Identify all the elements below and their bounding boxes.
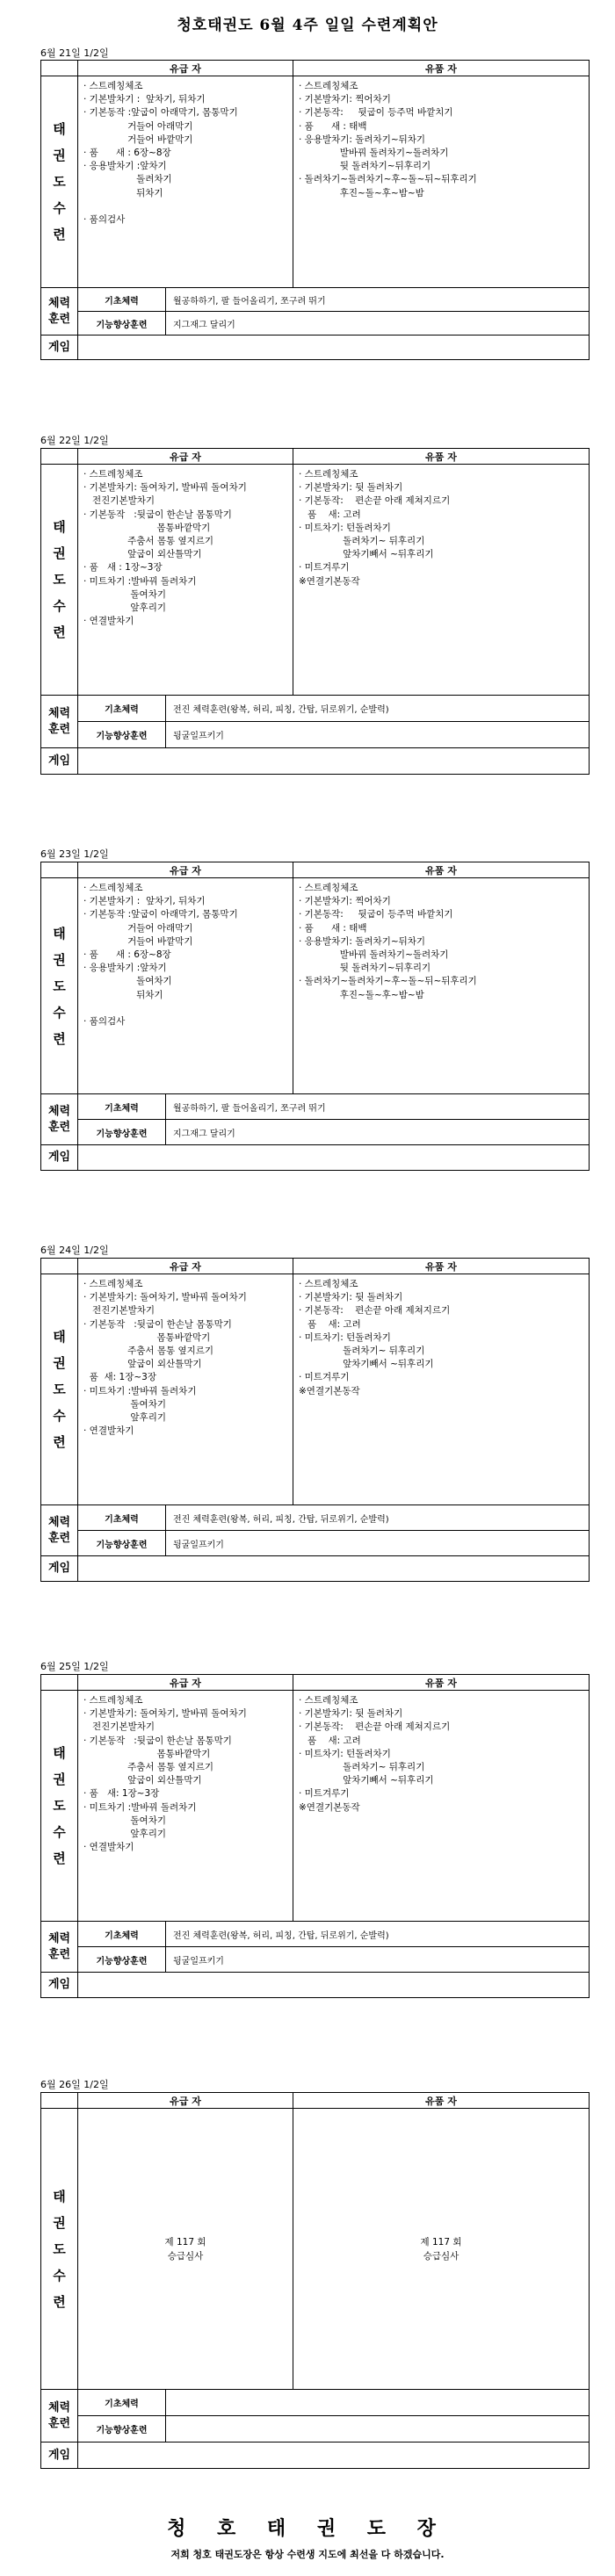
- fitness-plan: 전진 체력훈련(왕복, 허리, 피칭, 간탑, 뒤로위기, 순발력): [166, 696, 590, 722]
- skill-training-label: 기능향상훈련: [78, 1947, 166, 1973]
- class-a-plan: 제 117 회 승급심사: [78, 2109, 293, 2390]
- class-b-plan: · 스트레칭체조 · 기본발차기: 뒷 돌려차기 · 기본동작: 편손끝 아래 제쳐지르기 품 새: 고려 · 미트차기: 턴돌려차기 돌려차기~ 뒤후리기 앞차기빼서 ~뒤후리기 · 미트겨루기 ※연결기본동작: [293, 465, 590, 696]
- class-a-plan: · 스트레칭체조 · 기본발차기: 돌여차기, 발바꿔 돌여차기 전진기본발차기 · 기본동작 :뒷굽이 한손날 몸통막기 몸통바깥막기 주춤서 몸통 옆지르기 앞굽이 외산틀막기 품 새: 1장~3장 · 미트차기 :발바꿔 돌려차기 돌여차기 앞후리기 · 연결발차기: [78, 1274, 293, 1505]
- skill-plan: 뒹굴일프키기: [166, 722, 590, 748]
- day-plan-table-5: [40, 1674, 590, 1998]
- skill-plan: 지그재그 달리기: [166, 1120, 590, 1145]
- class-a-header: 유급 자: [78, 862, 293, 878]
- class-b-header: 유품 자: [293, 449, 590, 465]
- class-a-plan: · 스트레칭체조 · 기본발차기 : 앞차기, 뒤차기 · 기본동작 :앞굽이 아래막기, 몸통막기 거들어 아래막기 거들어 바깥막기 · 품 새 : 6장~8장 · 응용발차기 :앞차기 돌여차기 뒤차기 · 품의검사: [78, 878, 293, 1094]
- class-a-plan: · 스트레칭체조 · 기본발차기 : 앞차기, 뒤차기 · 기본동작 :앞굽이 아래막기, 몸통막기 거들어 아래막기 거들어 바깥막기 · 품 새 : 6장~8장 · 응용발차기 :앞차기 돌려차기 뒤차기 · 품의검사: [78, 76, 293, 288]
- day-label-3: 6월 23일 1/2일: [40, 848, 109, 860]
- academy-motto: 저희 청호 태권도장은 항상 수련생 지도에 최선을 다 하겠습니다.: [170, 2549, 445, 2560]
- games-label: 게임: [41, 748, 78, 775]
- basic-fitness-label: 기초체력: [78, 1094, 166, 1120]
- games-label: 게임: [41, 336, 78, 360]
- fitness-plan: 월공하하기, 팔 들어올리기, 쪼구려 뛰기: [166, 1094, 590, 1120]
- day-plan-table-2: [40, 448, 590, 775]
- academy-name: 청 호 태 권 도 장: [167, 2517, 448, 2540]
- basic-fitness-label: 기초체력: [78, 1505, 166, 1531]
- day-plan-table-6: [40, 2092, 590, 2469]
- basic-fitness-label: 기초체력: [78, 2390, 166, 2416]
- class-b-plan: · 스트레칭체조 · 기본발차기: 찍어차기 · 기본동작: 뒷굽이 등주먹 바깥치기 · 품 새 : 태백 · 응용발차기: 돌려차기~뒤차기 발바꿔 돌려차기~돌려차기 뒷 돌려차기~뒤후리기 · 돌려차기~돌려차기~후~돌~뒤~뒤후리기 후진~돌~후~밤~밤: [293, 76, 590, 288]
- class-a-header: 유급 자: [78, 1259, 293, 1274]
- skill-training-label: 기능향상훈련: [78, 1531, 166, 1556]
- day-label-5: 6월 25일 1/2일: [40, 1661, 109, 1672]
- skill-training-label: 기능향상훈련: [78, 312, 166, 336]
- fitness-plan: [166, 2390, 590, 2416]
- class-b-plan: 제 117 회 승급심사: [293, 2109, 590, 2390]
- class-b-header: 유품 자: [293, 1259, 590, 1274]
- class-b-header: 유품 자: [293, 2093, 590, 2109]
- class-a-plan: · 스트레칭체조 · 기본발차기: 돌여차기, 발바꿔 돌여차기 전진기본발차기 · 기본동작 :뒷굽이 한손날 몸통막기 몸통바깥막기 주춤서 몸통 옆지르기 앞굽이 외산틀막기 · 품 새: 1장~3장 · 미트차기 :발바꿔 돌려차기 돌여차기 앞후리기 · 연결발차기: [78, 1691, 293, 1922]
- fitness-label: 체력 훈련: [41, 1922, 78, 1973]
- games-plan: [78, 1145, 590, 1171]
- taekwondo-label: 태 권 도 수 련: [41, 878, 78, 1094]
- class-b-header: 유품 자: [293, 862, 590, 878]
- games-label: 게임: [41, 2443, 78, 2469]
- games-plan: [78, 1556, 590, 1582]
- taekwondo-label: 태 권 도 수 련: [41, 1274, 78, 1505]
- games-label: 게임: [41, 1556, 78, 1582]
- fitness-label: 체력 훈련: [41, 1505, 78, 1556]
- class-b-plan: · 스트레칭체조 · 기본발차기: 뒷 돌려차기 · 기본동작: 편손끝 아래 제쳐지르기 품 새: 고려 · 미트차기: 턴돌려차기 돌려차기~ 뒤후리기 앞차기빼서 ~뒤후리기 · 미트겨루기 ※연결기본동작: [293, 1691, 590, 1922]
- corner-cell: [41, 862, 78, 878]
- corner-cell: [41, 449, 78, 465]
- corner-cell: [41, 1259, 78, 1274]
- skill-plan: [166, 2416, 590, 2443]
- fitness-plan: 월공하하기, 팔 들어올리기, 쪼구려 뛰기: [166, 288, 590, 312]
- day-plan-table-1: [40, 60, 590, 360]
- skill-plan: 뒹굴일프키기: [166, 1947, 590, 1973]
- day-plan-table-3: [40, 862, 590, 1171]
- class-a-header: 유급 자: [78, 2093, 293, 2109]
- basic-fitness-label: 기초체력: [78, 696, 166, 722]
- basic-fitness-label: 기초체력: [78, 1922, 166, 1947]
- day-plan-table-4: [40, 1258, 590, 1582]
- games-plan: [78, 748, 590, 775]
- fitness-plan: 전진 체력훈련(왕복, 허리, 피칭, 간탑, 뒤로위기, 순발력): [166, 1922, 590, 1947]
- skill-plan: 뒹굴일프키기: [166, 1531, 590, 1556]
- fitness-label: 체력 훈련: [41, 696, 78, 748]
- skill-training-label: 기능향상훈련: [78, 722, 166, 748]
- taekwondo-label: 태 권 도 수 련: [41, 465, 78, 696]
- class-b-header: 유품 자: [293, 61, 590, 76]
- games-plan: [78, 2443, 590, 2469]
- taekwondo-label: 태 권 도 수 련: [41, 76, 78, 288]
- games-plan: [78, 336, 590, 360]
- day-label-2: 6월 22일 1/2일: [40, 435, 109, 446]
- class-a-header: 유급 자: [78, 61, 293, 76]
- taekwondo-label: 태 권 도 수 련: [41, 2109, 78, 2390]
- day-label-1: 6월 21일 1/2일: [40, 47, 109, 59]
- fitness-plan: 전진 체력훈련(왕복, 허리, 피칭, 간탑, 뒤로위기, 순발력): [166, 1505, 590, 1531]
- corner-cell: [41, 1675, 78, 1691]
- class-b-plan: · 스트레칭체조 · 기본발차기: 찍어차기 · 기본동작: 뒷굽이 등주먹 바깥치기 · 품 새 : 태백 · 응용발차기: 돌려차기~뒤차기 발바꿔 돌려차기~돌려차기 뒷 돌려차기~뒤후리기 · 돌려차기~돌려차기~후~돌~뒤~뒤후리기 후진~돌~후~밤~밤: [293, 878, 590, 1094]
- class-b-plan: · 스트레칭체조 · 기본발차기: 뒷 돌려차기 · 기본동작: 편손끝 아래 제쳐지르기 품 새: 고려 · 미트차기: 턴돌려차기 돌려차기~ 뒤후리기 앞차기빼서 ~뒤후리기 · 미트겨루기 ※연결기본동작: [293, 1274, 590, 1505]
- class-a-plan: · 스트레칭체조 · 기본발차기: 돌여차기, 발바꿔 돌여차기 전진기본발차기 · 기본동작 :뒷굽이 한손날 몸통막기 몸통바깥막기 주춤서 몸통 옆지르기 앞굽이 외산틀막기 · 품 새 : 1장~3장 · 미트차기 :발바꿔 돌려차기 돌여차기 앞후리기 · 연결발차기: [78, 465, 293, 696]
- taekwondo-label: 태 권 도 수 련: [41, 1691, 78, 1922]
- fitness-label: 체력 훈련: [41, 2390, 78, 2443]
- class-b-header: 유품 자: [293, 1675, 590, 1691]
- class-a-header: 유급 자: [78, 1675, 293, 1691]
- fitness-label: 체력 훈련: [41, 288, 78, 336]
- class-a-header: 유급 자: [78, 449, 293, 465]
- games-label: 게임: [41, 1145, 78, 1171]
- basic-fitness-label: 기초체력: [78, 288, 166, 312]
- corner-cell: [41, 61, 78, 76]
- skill-training-label: 기능향상훈련: [78, 2416, 166, 2443]
- games-label: 게임: [41, 1973, 78, 1998]
- fitness-label: 체력 훈련: [41, 1094, 78, 1145]
- skill-plan: 지그재그 달리기: [166, 312, 590, 336]
- day-label-4: 6월 24일 1/2일: [40, 1245, 109, 1256]
- page-title: 청호태권도 6월 4주 일일 수련계획안: [177, 17, 438, 34]
- corner-cell: [41, 2093, 78, 2109]
- games-plan: [78, 1973, 590, 1998]
- skill-training-label: 기능향상훈련: [78, 1120, 166, 1145]
- day-label-6: 6월 26일 1/2일: [40, 2079, 109, 2090]
